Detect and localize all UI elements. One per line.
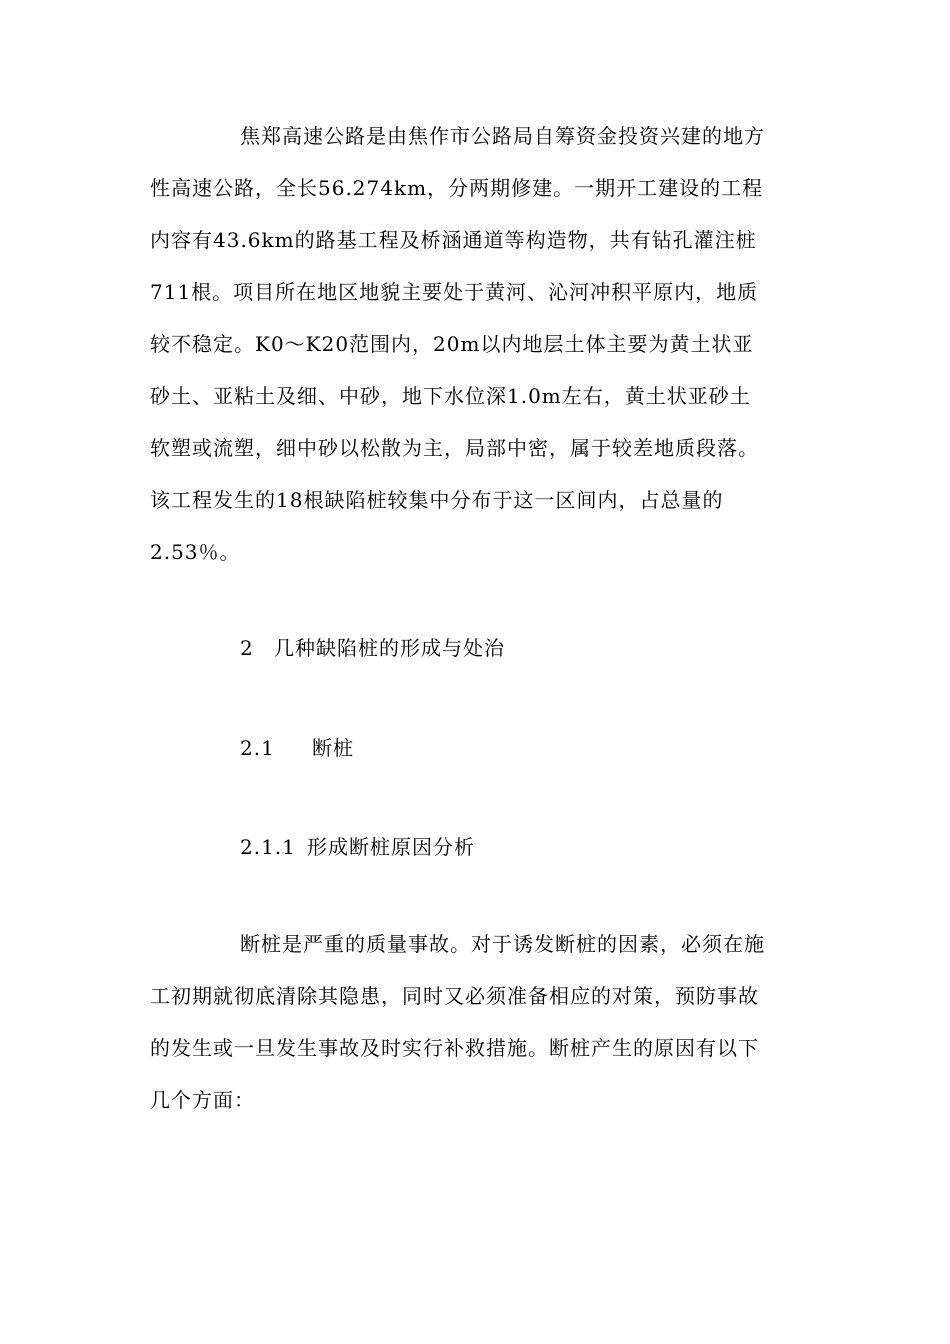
paragraph-project-overview <box>150 110 800 578</box>
paragraph-line: 内容有43.6km的路基工程及桥涵通道等构造物，共有钻孔灌注桩 <box>150 228 757 252</box>
paragraph-line: 2.53％。 <box>150 540 241 564</box>
paragraph-line: 软塑或流塑，细中砂以松散为主，局部中密，属于较差地质段落。 <box>150 436 759 460</box>
paragraph-line: 焦郑高速公路是由焦作市公路局自筹资金投资兴建的地方 <box>240 124 765 148</box>
section-title: 断桩 <box>312 736 354 760</box>
section-title: 形成断桩原因分析 <box>307 835 475 859</box>
section-number: 2.1 <box>240 736 275 760</box>
paragraph-line: 砂土、亚粘土及细、中砂，地下水位深1.0m左右，黄土状亚砂土 <box>150 384 751 408</box>
paragraph-line: 性高速公路，全长56.274km，分两期修建。一期开工建设的工程 <box>150 176 764 200</box>
section-heading-2-1-1 <box>240 832 475 862</box>
section-heading-2-1 <box>240 733 354 763</box>
paragraph-line: 工初期就彻底清除其隐患，同时又必须准备相应的对策，预防事故 <box>150 984 759 1008</box>
paragraph-line: 几个方面： <box>150 1088 255 1112</box>
section-number: 2 <box>240 636 254 660</box>
paragraph-line: 的发生或一旦发生事故及时实行补救措施。断桩产生的原因有以下 <box>150 1036 759 1060</box>
paragraph-line: 较不稳定。K0～K20范围内，20m以内地层土体主要为黄土状亚 <box>150 332 754 356</box>
paragraph-line: 该工程发生的18根缺陷桩较集中分布于这一区间内，占总量的 <box>150 488 724 512</box>
paragraph-line: 711根。项目所在地区地貌主要处于黄河、沁河冲积平原内，地质 <box>150 280 759 304</box>
section-title: 几种缺陷桩的形成与处治 <box>274 636 505 660</box>
paragraph-line: 断桩是严重的质量事故。对于诱发断桩的因素，必须在施 <box>240 932 765 956</box>
section-heading-2 <box>240 633 505 663</box>
paragraph-broken-pile-causes <box>150 918 800 1126</box>
section-number: 2.1.1 <box>240 835 296 859</box>
